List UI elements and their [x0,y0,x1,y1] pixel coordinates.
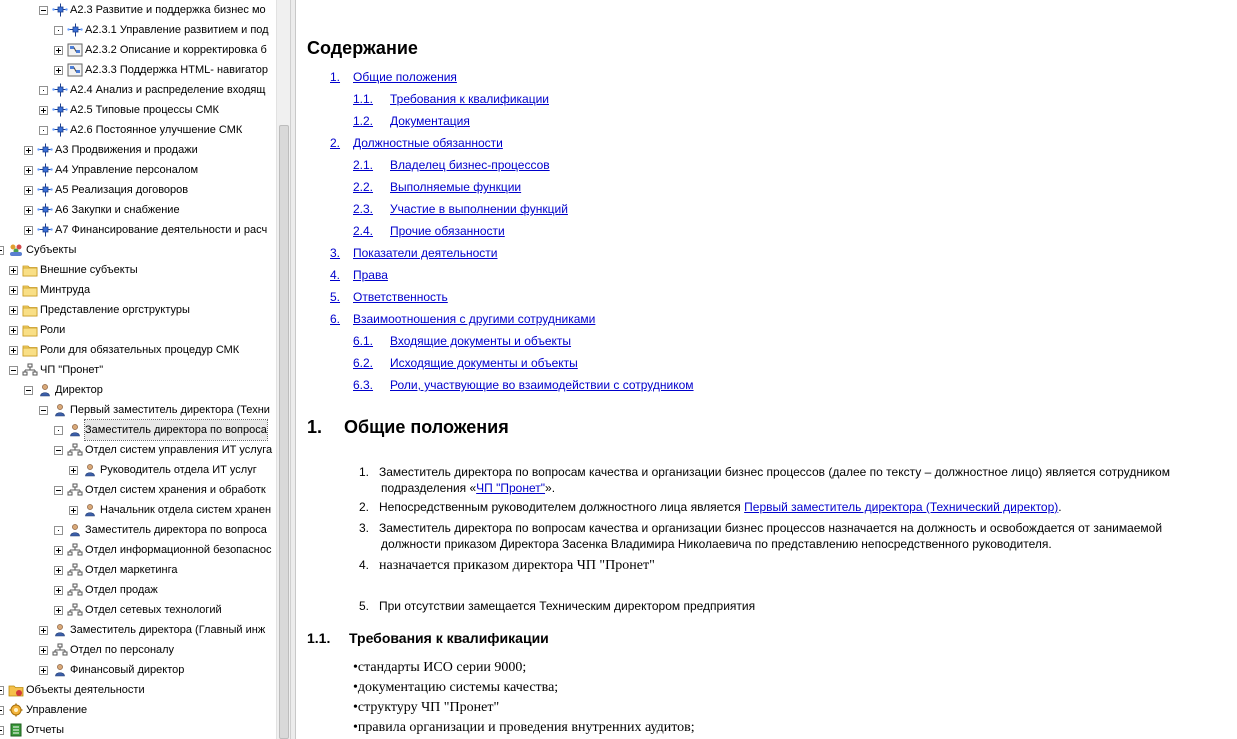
tree-scrollbar-thumb[interactable] [279,125,289,739]
tree-node-label: A2.3.1 Управление развитием и под [85,24,269,36]
leaf-icon[interactable] [39,126,48,135]
toc-item-number[interactable]: 2.4. [353,224,374,238]
collapse-icon[interactable] [39,406,48,415]
tree-node[interactable] [39,120,242,140]
process-icon [37,203,53,217]
management-icon [8,703,24,717]
paragraph-3-number: 3. [359,521,370,535]
process-icon [37,163,53,177]
paragraph-2 [359,499,1237,515]
tree-node[interactable] [9,260,138,280]
person-icon [37,383,53,397]
toc-item-number[interactable]: 4. [330,268,341,282]
toc-item-link[interactable]: Исходящие документы и объекты [390,356,578,370]
toc-item-link[interactable]: Требования к квалификации [390,92,549,106]
expand-icon[interactable] [24,146,33,155]
tree-node-label: Минтруда [40,284,91,296]
tree-node[interactable] [54,520,267,540]
expand-icon[interactable] [9,346,18,355]
diagram-icon [67,43,83,57]
tree-node-label: Представление оргструктуры [40,304,190,316]
objects-icon [8,683,24,697]
tree-node[interactable] [9,300,190,320]
org-icon [52,643,68,657]
folder-icon [22,343,38,357]
process-icon [52,83,68,97]
person-icon [67,523,83,537]
tree-node-label: A7 Финансирование деятельности и расч [55,224,268,236]
tree-node[interactable] [69,500,271,520]
tree-node[interactable] [54,20,269,40]
tree-node-label: A3 Продвижения и продажи [55,144,198,156]
toc-item-number[interactable]: 2.3. [353,202,374,216]
leaf-icon[interactable] [54,426,63,435]
process-icon [52,103,68,117]
toc-item-number[interactable]: 6.2. [353,356,374,370]
tree-node[interactable] [0,240,76,260]
toc-item-number[interactable]: 3. [330,246,341,260]
paragraph-3-line-2: должности приказом Директора Засенка Владимира Николаевича по представлению непосредственного руководителя. [381,537,1052,551]
tree-node[interactable] [54,560,178,580]
toc-item-number[interactable]: 2.1. [353,158,374,172]
expand-icon[interactable] [0,726,4,735]
tree-node[interactable] [0,720,64,739]
paragraph-5-text: При отсутствии замещается Техническим директором предприятия [379,599,756,613]
tree-node[interactable] [54,580,158,600]
leaf-icon[interactable] [39,86,48,95]
expand-icon[interactable] [39,646,48,655]
expand-icon[interactable] [54,46,63,55]
tree-node[interactable] [9,340,239,360]
tree-node[interactable] [24,180,188,200]
tree-node[interactable] [54,540,271,560]
folder-icon [22,283,38,297]
collapse-icon[interactable] [24,386,33,395]
tree-node[interactable] [24,200,180,220]
expand-icon[interactable] [39,626,48,635]
tree-node-label: Отдел маркетинга [85,564,178,576]
paragraph-3-line-1: Заместитель директора по вопросам качества и организации бизнес процессов назначается на должность и освобождается от занимаемой [379,521,1163,535]
tree-node[interactable] [9,280,90,300]
toc-item-link[interactable]: Владелец бизнес-процессов [390,158,550,172]
tree-node-label: Отдел систем управления ИТ услуга [85,444,273,456]
tree-node-label: A4 Управление персоналом [55,164,199,176]
tree-node[interactable] [54,420,267,440]
tree-node[interactable] [39,640,174,660]
expand-icon[interactable] [24,226,33,235]
folder-icon [22,263,38,277]
diagram-icon [67,63,83,77]
tree-node[interactable] [0,700,87,720]
toc-item-number[interactable]: 1.1. [353,92,374,106]
tree-node[interactable] [39,620,265,640]
paragraph-2-prefix: Непосредственным руководителем должностного лица является [379,500,745,514]
person-icon [82,463,98,477]
list-item: •документацию системы качества; [353,680,559,695]
process-icon [37,223,53,237]
reports-icon [8,723,24,737]
tree-node[interactable] [39,100,219,120]
tree-node-label: Отчеты [26,724,65,736]
collapse-icon[interactable] [54,446,63,455]
toc-item-link[interactable]: Взаимоотношения с другими сотрудниками [353,312,596,326]
collapse-icon[interactable] [54,486,63,495]
tree-node[interactable] [54,440,272,460]
expand-icon[interactable] [54,606,63,615]
expand-icon[interactable] [69,506,78,515]
toc-item-link[interactable]: Должностные обязанности [353,136,503,150]
tree-node-label: Начальник отдела систем хранен [100,504,272,516]
paragraph-3 [359,520,1237,552]
tree-node-label: A2.6 Постоянное улучшение СМК [70,124,243,136]
process-icon [37,143,53,157]
expand-icon[interactable] [9,306,18,315]
paragraph-1-suffix: ». [545,481,556,495]
collapse-icon[interactable] [9,366,18,375]
tree-node-label: Заместитель директора (Главный инж [70,624,266,636]
tree-node[interactable] [24,160,198,180]
tree-node-label: Роли [40,324,66,336]
tree-node-label: Финансовый директор [70,664,185,676]
expand-icon[interactable] [0,686,4,695]
toc-item-link[interactable]: Права [353,268,388,282]
toc-item-link[interactable]: Участие в выполнении функций [390,202,568,216]
toc-item-link[interactable]: Ответственность [353,290,448,304]
section-1-heading [307,417,509,438]
tree-node-label: Заместитель директора по вопроса [85,524,267,536]
list-item: •правила организации и проведения внутренних аудитов; [353,720,695,735]
subjects-icon [8,243,24,257]
tree-node-label: A2.3 Развитие и поддержка бизнес мо [70,4,266,16]
tree-node-label: Управление [26,704,88,716]
toc-item-number[interactable]: 2.2. [353,180,374,194]
expand-icon[interactable] [24,186,33,195]
expand-icon[interactable] [54,586,63,595]
process-icon [67,23,83,37]
paragraph-5 [359,598,1237,614]
tree-node-label: A2.5 Типовые процессы СМК [70,104,219,116]
tree-node[interactable] [39,0,266,20]
org-icon [67,603,83,617]
tree-node-label: Объекты деятельности [26,684,145,696]
collapse-icon[interactable] [0,246,4,255]
list-item: •структуру ЧП "Пронет" [353,700,500,715]
expand-icon[interactable] [24,206,33,215]
person-icon [52,623,68,637]
tree-node-label: Отдел продаж [85,584,158,596]
org-icon [67,543,83,557]
toc-item-number[interactable]: 6.3. [353,378,374,392]
expand-icon[interactable] [9,286,18,295]
tree-node-label: A5 Реализация договоров [55,184,189,196]
tree-node-label: Внешние субъекты [40,264,138,276]
tree-node-label: Заместитель директора по вопроса [85,420,267,440]
expand-icon[interactable] [39,106,48,115]
tree-node[interactable] [0,680,145,700]
tree-node-label: Отдел информационной безопаснос [85,544,272,556]
section-1-number: 1. [307,417,323,437]
tree-node[interactable] [54,480,266,500]
tree-node-label: Отдел сетевых технологий [85,604,222,616]
person-icon [82,503,98,517]
paragraph-1-prefix: подразделения « [381,481,477,495]
toc-item-link[interactable]: Прочие обязанности [390,224,505,238]
collapse-icon[interactable] [39,6,48,15]
tree-node-label: A2.3.3 Поддержка HTML- навигатор [85,64,268,76]
person-icon [52,663,68,677]
section-1-1-number: 1.1. [307,630,331,646]
expand-icon[interactable] [54,546,63,555]
toc-item-number[interactable]: 1. [330,70,341,84]
tree-node-label: Первый заместитель директора (Техни [70,404,270,416]
tree-node[interactable] [39,400,270,420]
paragraph-1-line-2 [379,480,1237,496]
tree-node[interactable] [39,660,184,680]
tree-node-label: A2.3.2 Описание и корректировка б [85,44,267,56]
tree-node-label: Директор [55,384,103,396]
expand-icon[interactable] [39,666,48,675]
toc-item-number[interactable]: 1.2. [353,114,374,128]
tree-node-label: A2.4 Анализ и распределение входящ [70,84,266,96]
org-link[interactable]: ЧП "Пронет" [476,481,546,495]
toc-item-link[interactable]: Выполняемые функции [390,180,522,194]
toc-item-number[interactable]: 6.1. [353,334,374,348]
tree-node[interactable] [9,320,65,340]
toc-item-link[interactable]: Показатели деятельности [353,246,498,260]
tree-node[interactable] [54,60,268,80]
leaf-icon[interactable] [54,26,63,35]
paragraph-4-text: назначается приказом директора ЧП "Пронет" [379,558,655,573]
paragraph-4 [359,557,1237,574]
person-icon [52,403,68,417]
section-1-1-title: Требования к квалификации [349,630,549,646]
expand-icon[interactable] [9,326,18,335]
folder-icon [22,323,38,337]
section-1-title: Общие положения [344,417,509,437]
paragraph-2-number: 2. [359,500,370,514]
paragraph-1-number: 1. [359,465,370,479]
folder-icon [22,303,38,317]
toc-item-link[interactable]: Общие положения [353,70,457,84]
org-icon [67,563,83,577]
tree-node[interactable] [39,80,265,100]
paragraph-5-number: 5. [359,599,370,613]
navigation-tree[interactable] [0,0,276,739]
tree-node[interactable] [54,600,222,620]
tree-node-label: Субъекты [26,244,77,256]
supervisor-link[interactable]: Первый заместитель директора (Технический директор) [744,500,1059,514]
toc-item-number[interactable]: 6. [330,312,341,326]
tree-node-label: Роли для обязательных процедур СМК [40,344,240,356]
tree-node-label: Руководитель отдела ИТ услуг [100,464,257,476]
toc-title: Содержание [307,38,418,58]
person-icon [67,423,83,437]
expand-icon[interactable] [24,166,33,175]
process-icon [52,123,68,137]
paragraph-1-line-1: Заместитель директора по вопросам качества и организации бизнес процессов (далее по тексту – должностное лицо) является сотрудником [379,465,1170,479]
org-icon [67,583,83,597]
org-icon [67,483,83,497]
tree-node-label: Отдел по персоналу [70,644,175,656]
expand-icon[interactable] [54,66,63,75]
paragraph-1 [359,464,1237,496]
tree-node[interactable] [24,380,103,400]
process-icon [52,3,68,17]
tree-node[interactable] [69,460,257,480]
toc-item-link[interactable]: Документация [390,114,470,128]
tree-node[interactable] [24,220,267,240]
toc-item-link[interactable]: Входящие документы и объекты [390,334,572,348]
toc-item-number[interactable]: 2. [330,136,341,150]
list-item: •стандарты ИСО серии 9000; [353,660,527,675]
org-icon [22,363,38,377]
paragraph-4-number: 4. [359,558,370,572]
expand-icon[interactable] [54,566,63,575]
tree-node[interactable] [54,40,267,60]
tree-scrollbar[interactable] [276,0,291,739]
expand-icon[interactable] [0,706,4,715]
tree-node-label: A6 Закупки и снабжение [55,204,180,216]
process-icon [37,183,53,197]
leaf-icon[interactable] [54,526,63,535]
tree-node[interactable] [24,140,198,160]
tree-node-label: ЧП "Пронет" [40,364,104,376]
document-pane [296,0,1237,739]
section-1-1-heading [307,630,549,646]
expand-icon[interactable] [69,466,78,475]
org-icon [67,443,83,457]
expand-icon[interactable] [9,266,18,275]
toc-item-link[interactable]: Роли, участвующие во взаимодействии с сотрудником [390,378,694,392]
tree-node[interactable] [9,360,103,380]
paragraph-2-suffix: . [1058,500,1062,514]
tree-node-label: Отдел систем хранения и обработк [85,484,266,496]
toc-item-number[interactable]: 5. [330,290,341,304]
